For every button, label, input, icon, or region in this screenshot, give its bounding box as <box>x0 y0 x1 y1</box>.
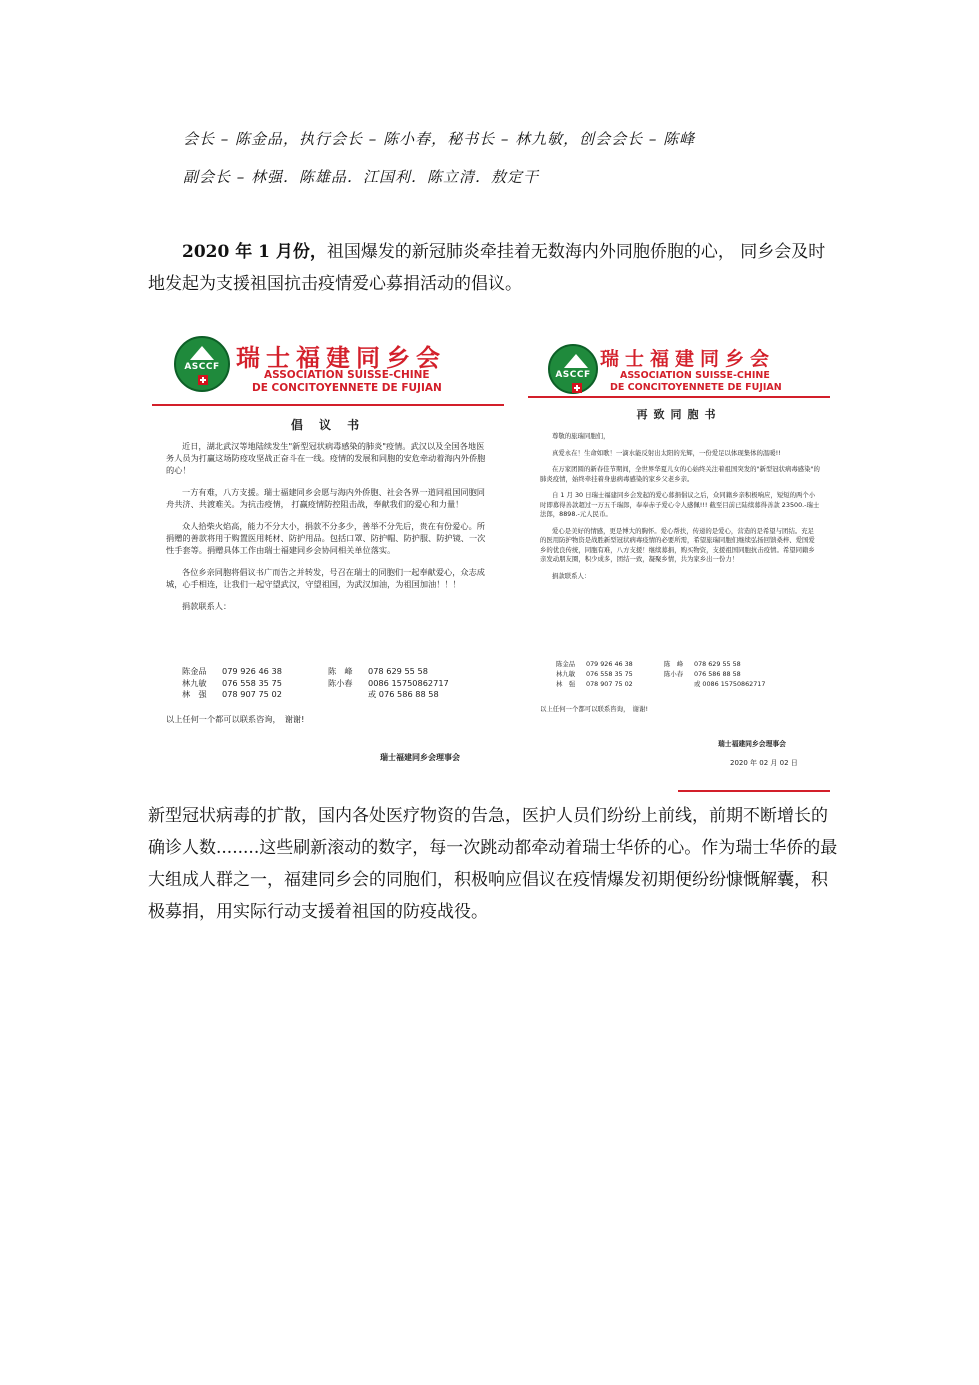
letter-paragraph: 在万家团圆的新春佳节期间，全世界华夏儿女的心始终关注着祖国突发的"新型冠状病毒感染"的肺炎疫情，始终牵挂着身患病毒感染的家乡父老乡亲。 <box>540 465 820 483</box>
letter-paragraph: 爱心是美好的情感，更是博大的胸怀。爱心帮扶，传递的是爱心，营造的是希望与团结。充足的医用防护物资是战胜新型冠状病毒疫情的必要所需，希望旅瑞同胞们继续弘扬回馈桑梓、爱国爱乡的优良传统，同胞有难，八方支援！继续募捐，购买物资，支援祖国同胞抗击疫情。希望同籍乡亲发动朋友圈，积少成多，团结一致，凝聚乡情，共为家乡出一份力！ <box>540 526 815 563</box>
letterhead-name-fr-1: ASSOCIATION SUISSE-CHINE <box>620 370 770 381</box>
contact-row: 林 强 078 907 75 02 或 0086 15750862717 <box>556 680 766 688</box>
letter-date: 2020 年 02 月 02 日 <box>730 759 798 767</box>
letter-signature: 瑞士福建同乡会理事会 <box>380 753 460 762</box>
contact-row: 陈金品 079 926 46 38 陈 峰 078 629 55 58 <box>556 660 741 668</box>
closing-paragraph: 新型冠状病毒的扩散，国内各处医疗物资的告急，医护人员们纷纷上前线，前期不断增长的确诊人数........这些刷新滚动的数字，每一次跳动都牵动着瑞士华侨的心。作为瑞士华侨的最大组成人群之一，福建同乡会的同胞们，积极响应倡议在疫情爆发初期便纷纷慷慨解囊，积极募捐，用实际行动支援着祖国的防疫战役。 <box>148 806 838 922</box>
bottom-rule <box>678 790 830 792</box>
letterhead <box>528 338 830 400</box>
letter-paragraph: 众人拾柴火焰高，能力不分大小，捐款不分多少，善举不分先后，贵在有份爱心。所捐赠的善款将用于购置医用耗材、防护用品。包括口罩、防护帽、防护服、防护镜、一次性手套等。捐赠具体工作由瑞士福建同乡会协同相关单位落实。 <box>166 521 486 555</box>
letter-footer: 以上任何一个都可以联系咨询， 谢谢! <box>540 705 649 713</box>
letterhead-name-fr-2: DE CONCITOYENNETE DE FUJIAN <box>252 382 442 394</box>
letterhead-name-cn: 瑞士福建同乡会 <box>236 344 446 372</box>
letter-paragraph: 真爱永在！生命如歌！一滴水能反射出太阳的光辉，一份爱足以体现集体的温暖!! <box>552 448 781 457</box>
asccf-logo-icon: ASCCF <box>174 336 230 392</box>
contacts-table <box>556 659 765 689</box>
letter-title: 倡 议 书 <box>290 418 366 432</box>
letter-paragraph: 一方有难，八方支援。瑞士福建同乡会愿与海内外侨胞、社会各界一道同祖国同胞同舟共济、共渡难关。为抗击疫情， 打赢疫情防控阻击战，奉献我们的爱心和力量！ <box>166 487 485 509</box>
letter-title: 再致同胞书 <box>636 408 722 421</box>
contacts-label: 捐款联系人： <box>182 601 232 611</box>
contact-row: 陈金品 079 926 46 38 陈 峰 078 629 55 58 <box>182 666 428 676</box>
contact-row: 林九敏 076 558 35 75 陈小春 076 586 88 58 <box>556 670 741 678</box>
letterhead-name-fr-2: DE CONCITOYENNETE DE FUJIAN <box>610 382 782 393</box>
letter-signature: 瑞士福建同乡会理事会 <box>718 740 786 748</box>
letter-footer: 以上任何一个都可以联系咨询， 谢谢! <box>166 714 305 724</box>
proposal-letter-image <box>152 334 504 768</box>
second-letter-image <box>528 338 830 794</box>
contact-row: 林九敏 076 558 35 75 陈小春 0086 15750862717 <box>182 677 449 688</box>
officers-line-2: 副会长 – 林强．陈雄品．江国利．陈立清．敖定干 <box>183 168 540 186</box>
letter-paragraph: 各位乡亲同胞将倡议书广而告之并转发，号召在瑞士的同胞们一起奉献爱心，众志成城，心手相连，让我们一起守望武汉，守望祖国，为武汉加油，为祖国加油！！！ <box>166 567 485 589</box>
intro-date: 2020 年 1 月份， <box>182 242 327 262</box>
officers-line-1: 会长 – 陈金品，执行会长 – 陈小春，秘书长 – 林九敏，创会会长 – 陈峰 <box>183 130 696 148</box>
intro-paragraph <box>148 236 838 300</box>
intro-text: 祖国爆发的新冠肺炎牵挂着无数海内外同胞侨胞的心， 同乡会及时地发起为支援祖国抗击疫情爱心募捐活动的倡议。 <box>148 242 826 294</box>
letterhead-name-cn: 瑞士福建同乡会 <box>600 348 776 370</box>
letterhead <box>152 334 504 396</box>
contacts-table <box>182 666 449 701</box>
letterhead-rule <box>152 404 504 406</box>
contact-row: 林 强 078 907 75 02 或 076 586 88 58 <box>182 689 439 699</box>
letter-greeting: 尊敬的旅瑞同胞们， <box>552 432 610 440</box>
asccf-logo-icon: ASCCF <box>548 344 598 394</box>
letter-paragraph: 自 1 月 30 日瑞士福建同乡会发起的爱心募捐倡议之后，众同籍乡亲积极响应，短短的两个小时即募得善款超过一万五千瑞郎，奉奉赤子爱心令人感佩!!! 截至目前已陆续募得善款 23500.-瑞士法郎，8898.-元人民币。 <box>540 491 820 518</box>
letterhead-rule <box>528 396 830 398</box>
swiss-flag-icon <box>198 375 208 385</box>
contacts-label: 捐款联系人： <box>552 571 591 580</box>
letter-body <box>166 440 492 622</box>
letter-paragraph: 近日，湖北武汉等地陆续发生"新型冠状病毒感染的肺炎"疫情。武汉以及全国各地医务人员为打赢这场防疫攻坚战正奋斗在一线。疫情的发展和同胞的安危牵动着海内外侨胞的心！ <box>166 441 486 475</box>
letterhead-name-fr-1: ASSOCIATION SUISSE-CHINE <box>264 369 430 381</box>
letter-body <box>540 432 820 588</box>
swiss-flag-icon <box>572 383 582 393</box>
